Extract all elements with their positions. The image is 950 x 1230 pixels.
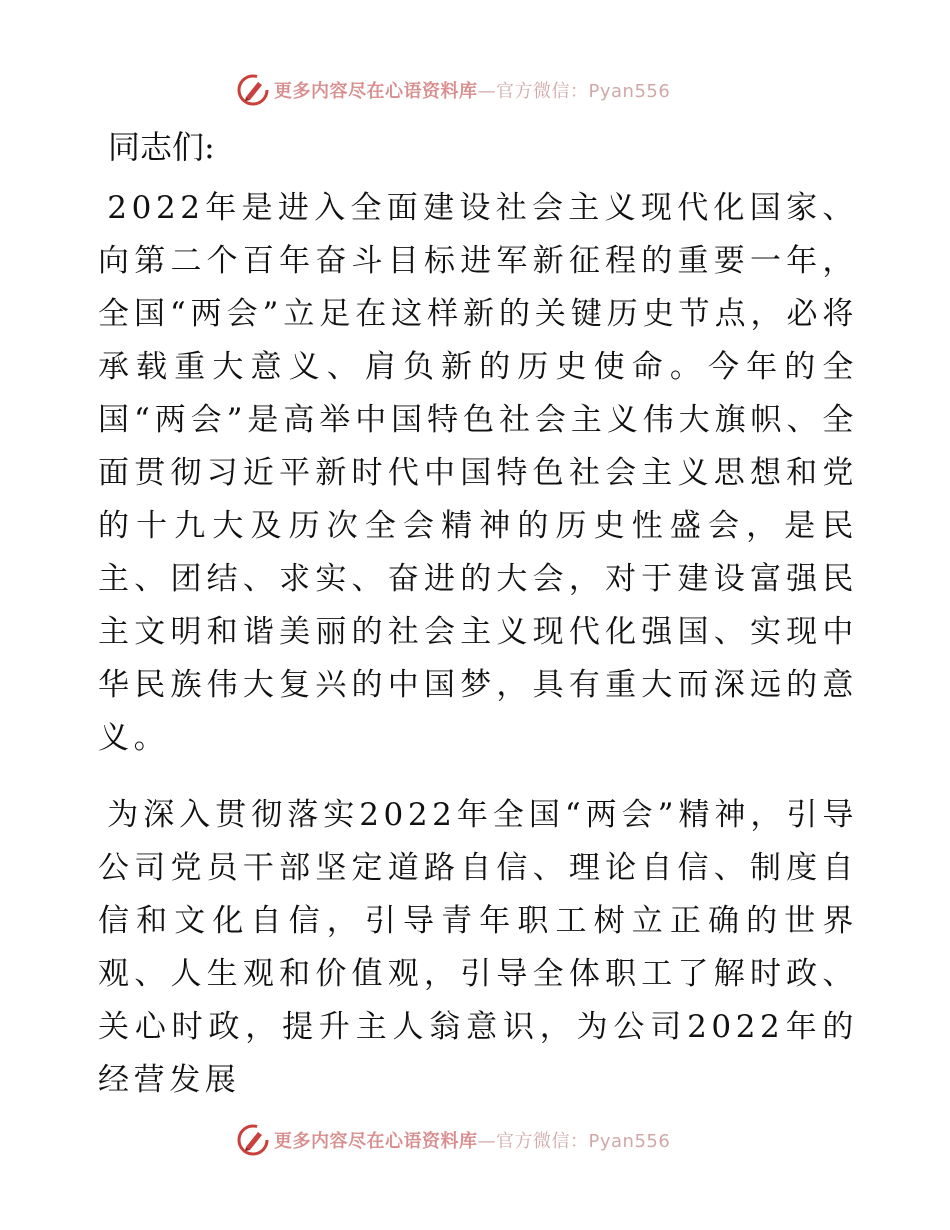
pen-logo-icon: [236, 73, 270, 107]
paragraph-2: 为深入贯彻落实2022年全国“两会”精神，引导公司党员干部坚定道路自信、理论自信、制度自信和文化自信，引导青年职工树立正确的世界观、人生观和价值观，引导全体职工了解时政、关心时政，提升主人翁意识，为公司2022年的经营发展: [98, 797, 858, 1098]
watermark-text: 更多内容尽在心语资料库—官方微信：Pyan556: [274, 1131, 671, 1152]
footer-watermark: [236, 1122, 670, 1158]
header-watermark: [236, 72, 670, 108]
pen-logo-icon: [236, 1123, 270, 1157]
watermark-text: 更多内容尽在心语资料库—官方微信：Pyan556: [274, 81, 671, 102]
salutation: 同志们:: [108, 128, 215, 166]
document-body: [98, 122, 858, 1123]
paragraph-1: 2022年是进入全面建设社会主义现代化国家、向第二个百年奋斗目标进军新征程的重要一年，全国“两会”立足在这样新的关键历史节点，必将承载重大意义、肩负新的历史使命。今年的全国“两会”是高举中国特色社会主义伟大旗帜、全面贯彻习近平新时代中国特色社会主义思想和党的十九大及历次全会精神的历史性盛会，是民主、团结、求实、奋进的大会，对于建设富强民主文明和谐美丽的社会主义现代化强国、实现中华民族伟大复兴的中国梦，具有重大而深远的意义。: [98, 190, 858, 756]
